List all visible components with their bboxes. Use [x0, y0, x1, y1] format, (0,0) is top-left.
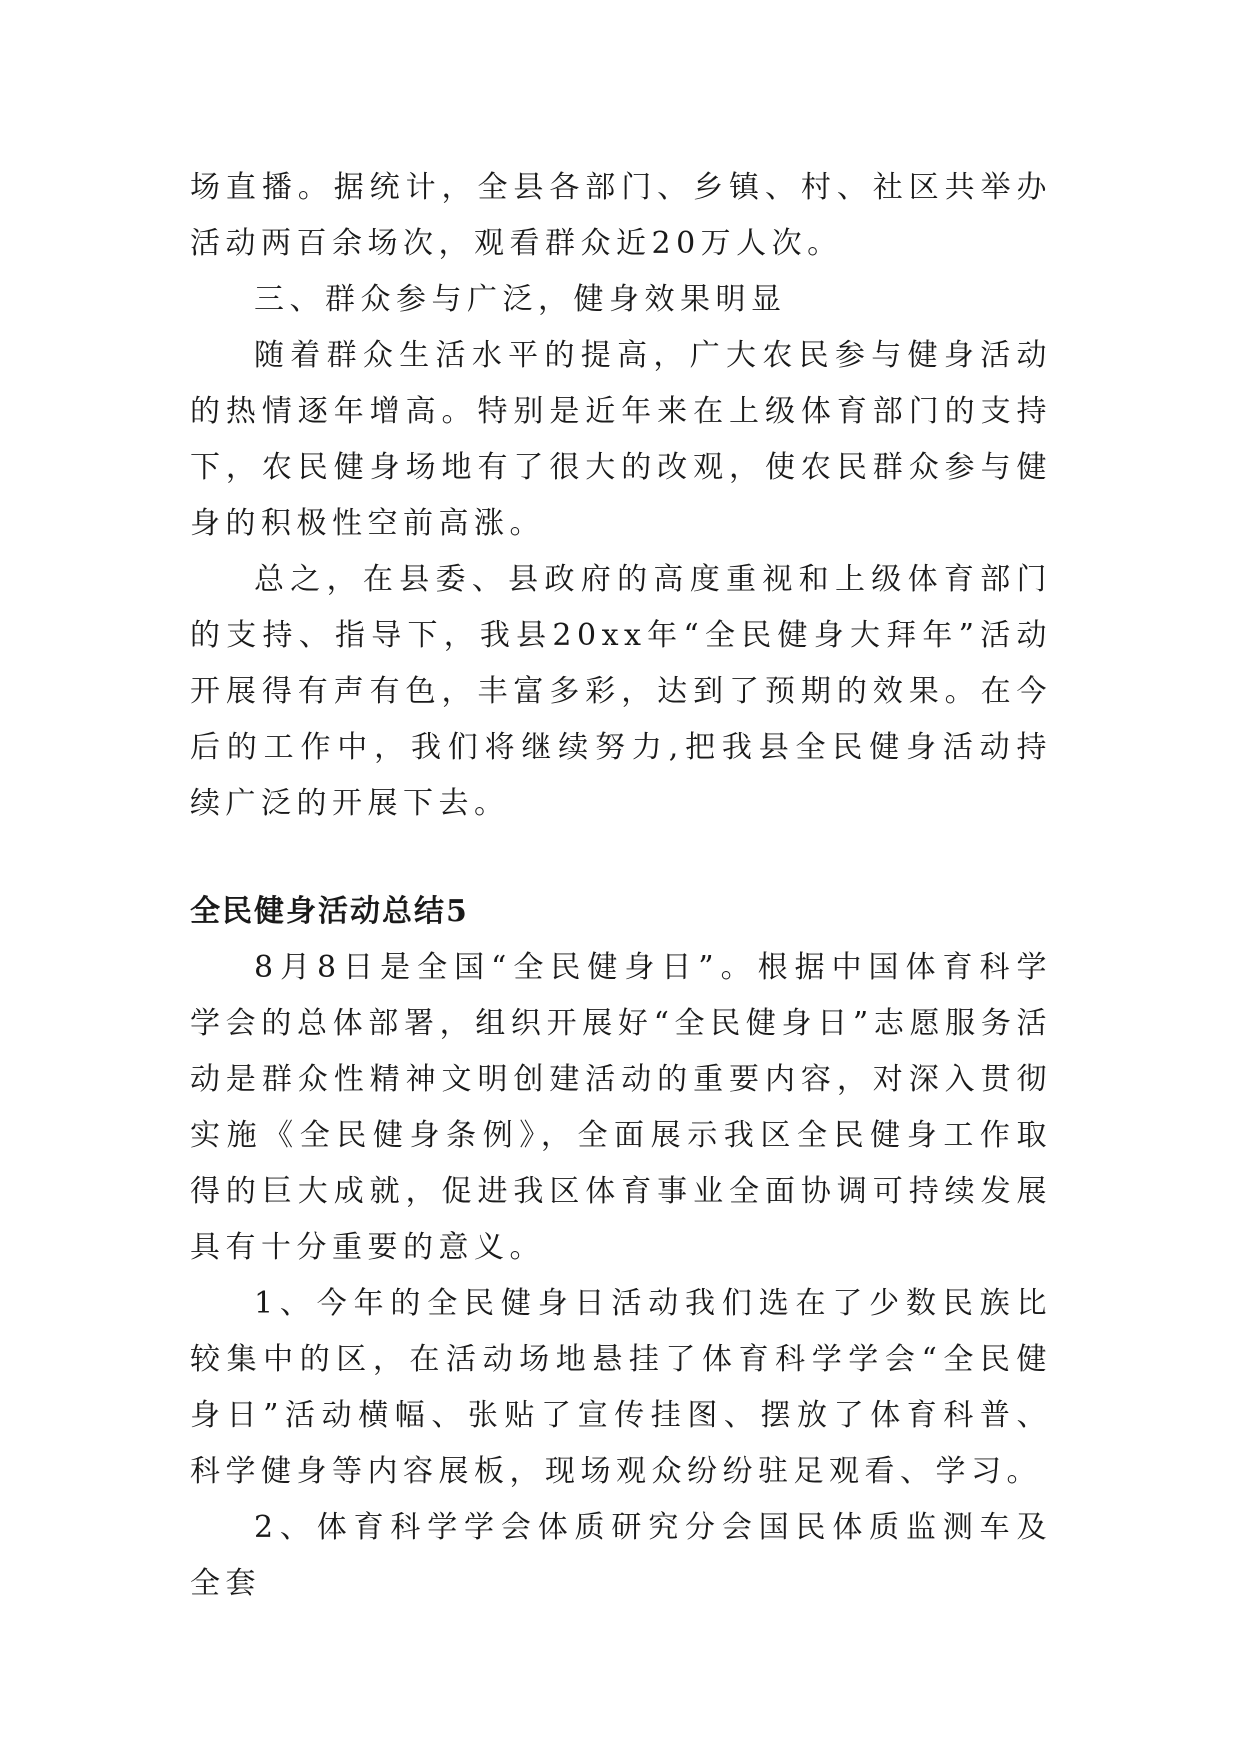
paragraph: 8月8日是全国“全民健身日”。根据中国体育科学学会的总体部署，组织开展好“全民健身日”志愿服务活动是群众性精神文明创建活动的重要内容，对深入贯彻实施《全民健身条例》，全面展示我区全民健身工作取得的巨大成就，促进我区体育事业全面协调可持续发展具有十分重要的意义。: [190, 950, 1052, 1265]
subsection-heading: 三、群众参与广泛，健身效果明显: [254, 282, 787, 317]
paragraph: 总之，在县委、县政府的高度重视和上级体育部门的支持、指导下，我县20xx年“全民健身大拜年”活动开展得有声有色，丰富多彩，达到了预期的效果。在今后的工作中，我们将继续努力,把我县全民健身活动持续广泛的开展下去。: [190, 562, 1052, 821]
paragraph: 场直播。据统计，全县各部门、乡镇、村、社区共举办活动两百余场次，观看群众近20万人次。: [190, 170, 1052, 261]
paragraph: 随着群众生活水平的提高，广大农民参与健身活动的热情逐年增高。特别是近年来在上级体育部门的支持下，农民健身场地有了很大的改观，使农民群众参与健身的积极性空前高涨。: [190, 338, 1052, 541]
paragraph: 2、体育科学学会体质研究分会国民体质监测车及全套: [190, 1510, 1052, 1601]
document-body: [190, 160, 1052, 1612]
paragraph: 1、今年的全民健身日活动我们选在了少数民族比较集中的区，在活动场地悬挂了体育科学学会“全民健身日”活动横幅、张贴了宣传挂图、摆放了体育科普、科学健身等内容展板，现场观众纷纷驻足观看、学习。: [190, 1286, 1052, 1489]
section-title: 全民健身活动总结5: [190, 894, 469, 929]
